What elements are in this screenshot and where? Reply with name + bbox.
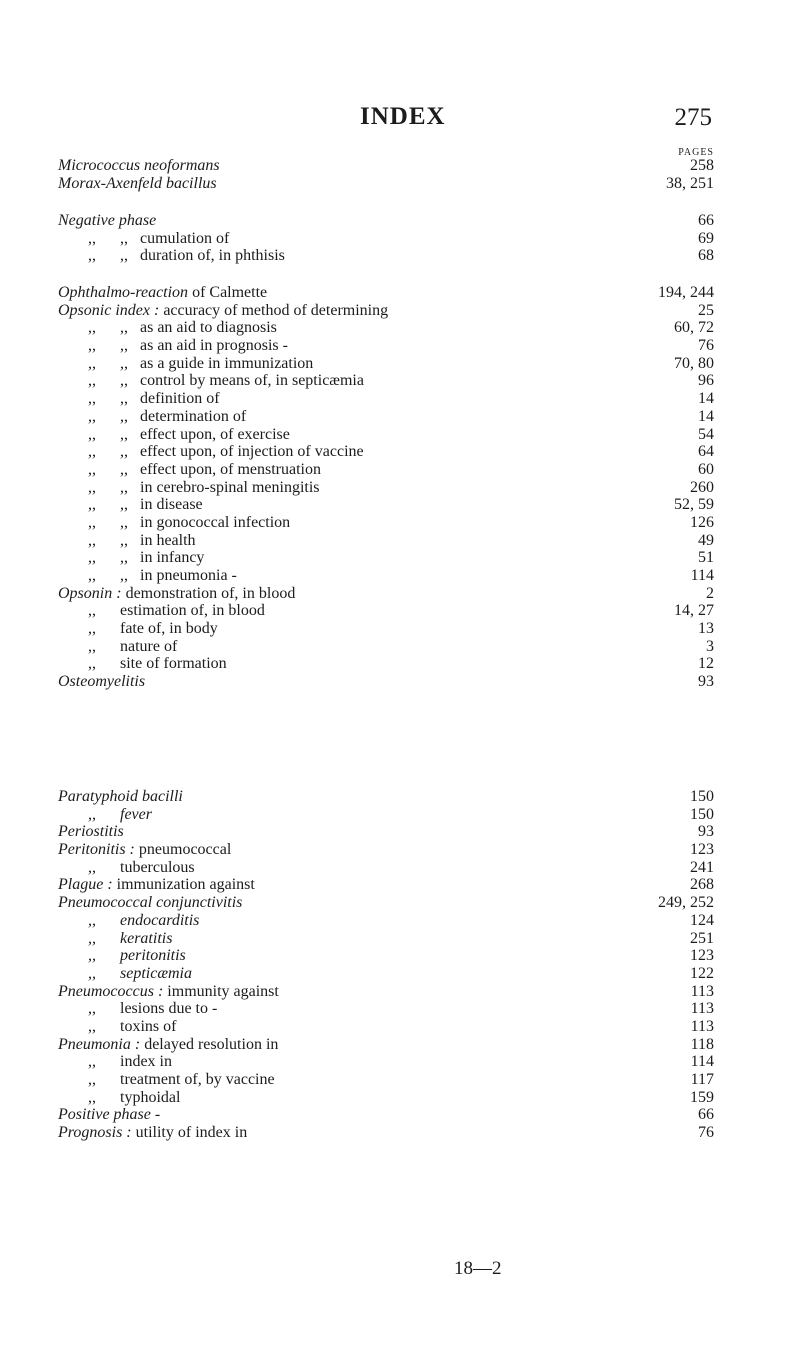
index-term: [88, 496, 203, 514]
index-entry: [58, 337, 714, 355]
index-term: [88, 1089, 180, 1107]
index-term-part: ,, estimation of, in blood: [88, 602, 265, 620]
index-term-part: demonstration of, in blood: [121, 584, 296, 602]
index-entry: [58, 212, 714, 230]
index-term: [88, 567, 237, 585]
index-term: [88, 620, 218, 638]
index-term: [88, 655, 227, 673]
index-entry: [58, 230, 714, 248]
index-term-part: pneumococcal: [134, 841, 232, 859]
index-term: [88, 930, 172, 948]
index-term-part: ,, ,, cumulation of: [88, 229, 230, 247]
index-term-part: Pneumococcus :: [58, 982, 164, 1000]
index-term: [58, 673, 145, 691]
index-term: [88, 319, 277, 337]
index-term-part: ,, ,, in gonococcal infection: [88, 513, 291, 531]
index-page-ref: 52, 59: [674, 496, 714, 514]
signature-mark: 18—2: [454, 1258, 502, 1279]
index-entry: [58, 965, 714, 983]
index-entry: [58, 1106, 714, 1124]
index-section-p: [58, 788, 714, 1142]
index-term: [88, 806, 152, 824]
index-term: [88, 230, 229, 248]
index-term-part: ,, ,, in pneumonia -: [88, 567, 237, 584]
index-page-ref: 60, 72: [674, 319, 714, 337]
index-term: [58, 585, 295, 603]
index-term: [88, 1053, 172, 1071]
index-term-part: ,, fate of, in body: [88, 620, 218, 638]
index-term: [88, 426, 290, 444]
index-term-part: Peritonitis :: [58, 841, 135, 859]
index-term-part: Osteomyelitis: [58, 673, 146, 691]
index-term-part: ,, ,, effect upon, of injection of vaccine: [88, 443, 364, 461]
index-term-part: Periostitis: [58, 823, 124, 841]
index-term: [88, 408, 246, 426]
index-page-ref: 3: [706, 637, 714, 655]
index-page-ref: 76: [698, 337, 714, 355]
index-term: [88, 859, 195, 877]
index-entry: [58, 426, 714, 444]
index-term-part: Plague :: [58, 876, 113, 894]
index-term-part: ,, ,, in infancy: [88, 549, 205, 567]
index-term: [88, 461, 321, 479]
index-term: [88, 479, 320, 497]
index-page-ref: 66: [698, 212, 714, 229]
index-page-ref: 124: [690, 911, 714, 929]
index-term-part: Ophthalmo-reaction: [58, 284, 189, 301]
index-term-part: ,, endocarditis: [88, 911, 200, 929]
index-page-ref: 96: [698, 372, 714, 390]
index-entry: [58, 1036, 714, 1054]
index-term-part: ,, ,, control by means of, in septicæmia: [88, 372, 364, 390]
index-page-ref: 117: [690, 1071, 714, 1088]
index-term: [58, 157, 220, 175]
index-term: [88, 549, 204, 567]
index-entry: [58, 1089, 714, 1107]
index-section-n: [58, 212, 714, 265]
page-header: [0, 103, 800, 143]
index-term-part: Prognosis :: [58, 1124, 132, 1142]
index-term: [88, 514, 290, 532]
page-title: INDEX: [360, 103, 446, 130]
index-entry: [58, 247, 714, 265]
index-term: [58, 841, 231, 859]
index-term-part: ,, ,, definition of: [88, 390, 220, 408]
index-page-ref: 93: [698, 673, 714, 691]
index-section-m: [58, 157, 714, 192]
index-page-ref: 13: [698, 620, 714, 638]
index-entry: [58, 567, 714, 585]
index-term: [58, 1106, 160, 1124]
index-term: [58, 212, 156, 230]
index-entry: [58, 443, 714, 461]
index-page-ref: 14: [698, 407, 714, 425]
index-term: [88, 372, 364, 390]
index-page-ref: 150: [690, 788, 714, 805]
index-term-part: Opsonic index :: [58, 301, 160, 319]
index-term: [88, 247, 285, 265]
index-term-part: immunization against: [112, 876, 255, 894]
index-term: [88, 532, 196, 550]
index-page-ref: 64: [698, 443, 714, 461]
index-term: [58, 1124, 247, 1142]
index-page-ref: 122: [690, 964, 714, 982]
index-entry: [58, 461, 714, 479]
index-entry: [58, 1018, 714, 1036]
index-entry: [58, 585, 714, 603]
index-term-part: ,, fever: [88, 805, 152, 823]
index-section-o: [58, 284, 714, 691]
index-entry: [58, 823, 714, 841]
index-term-part: ,, tuberculous: [88, 858, 195, 876]
index-page-ref: 123: [690, 947, 714, 965]
index-term: [88, 355, 313, 373]
index-page-ref: 38, 251: [666, 174, 714, 192]
index-term-part: Micrococcus neoformans: [58, 157, 220, 174]
index-term: [58, 876, 255, 894]
index-page-ref: 114: [690, 567, 714, 584]
index-term-part: ,, typhoidal: [88, 1088, 181, 1106]
index-term: [88, 1018, 176, 1036]
index-page-ref: 14, 27: [674, 602, 714, 620]
index-term-part: ,, lesions due to -: [88, 1000, 218, 1018]
index-term: [88, 965, 192, 983]
index-term-part: ,, ,, as a guide in immunization: [88, 354, 314, 372]
index-entry: [58, 806, 714, 824]
index-term-part: of Calmette: [188, 284, 268, 301]
index-page-ref: 251: [690, 929, 714, 947]
index-entry: [58, 514, 714, 532]
index-entry: [58, 175, 714, 193]
index-entry: [58, 532, 714, 550]
index-term: [88, 390, 220, 408]
index-term: [58, 175, 217, 193]
index-page-ref: 150: [690, 805, 714, 823]
index-term-part: ,, ,, in disease: [88, 496, 203, 514]
index-page-ref: 12: [698, 655, 714, 673]
index-page-ref: 93: [698, 823, 714, 841]
index-term: [58, 823, 124, 841]
index-entry: [58, 549, 714, 567]
index-entry: [58, 859, 714, 877]
index-entry: [58, 284, 714, 302]
index-page-ref: 68: [698, 247, 714, 265]
index-page-ref: 258: [690, 157, 714, 174]
pages-column-label: PAGES: [678, 147, 714, 158]
index-term-part: ,, index in: [88, 1053, 172, 1071]
index-entry: [58, 496, 714, 514]
index-page-ref: 113: [690, 1017, 714, 1035]
index-term: [88, 443, 364, 461]
index-entry: [58, 638, 714, 656]
index-term-part: ,, keratitis: [88, 929, 173, 947]
index-entry: [58, 876, 714, 894]
index-term-part: ,, ,, as an aid in prognosis -: [88, 337, 288, 355]
index-term-part: ,, ,, effect upon, of menstruation: [88, 460, 321, 478]
index-entry: [58, 673, 714, 691]
index-term-part: Paratyphoid bacilli: [58, 788, 183, 805]
index-entry: [58, 930, 714, 948]
index-term: [88, 947, 186, 965]
index-term-part: Negative phase: [58, 212, 157, 229]
index-term-part: Opsonin :: [58, 584, 122, 602]
index-entry: [58, 390, 714, 408]
index-term: [88, 1071, 275, 1089]
index-entry: [58, 1000, 714, 1018]
index-term: [58, 983, 279, 1001]
index-term-part: ,, ,, duration of, in phthisis: [88, 247, 285, 265]
index-term-part: immunity against: [163, 982, 279, 1000]
index-term: [58, 284, 267, 302]
index-page-ref: 54: [698, 425, 714, 443]
index-term-part: ,, toxins of: [88, 1017, 177, 1035]
index-term-part: ,, ,, determination of: [88, 407, 247, 425]
index-term-part: Morax-Axenfeld bacillus: [58, 174, 217, 192]
index-page-ref: 241: [690, 858, 714, 876]
index-page-ref: 249, 252: [658, 894, 714, 912]
index-term: [58, 1036, 278, 1054]
index-entry: [58, 157, 714, 175]
index-entry: [58, 1053, 714, 1071]
index-term-part: ,, peritonitis: [88, 947, 186, 965]
index-page-ref: 194, 244: [658, 284, 714, 301]
index-entry: [58, 655, 714, 673]
index-entry: [58, 894, 714, 912]
index-page-ref: 69: [698, 229, 714, 247]
index-entry: [58, 355, 714, 373]
index-term-part: utility of index in: [131, 1124, 248, 1142]
index-page-ref: 268: [690, 876, 714, 894]
index-page-ref: 70, 80: [674, 354, 714, 372]
index-page-ref: 159: [690, 1088, 714, 1106]
index-term: [88, 337, 288, 355]
index-term: [58, 788, 183, 806]
index-term-part: ,, ,, in health: [88, 531, 196, 549]
index-term-part: ,, ,, in cerebro-spinal meningitis: [88, 478, 320, 496]
index-entry: [58, 372, 714, 390]
page-number: 275: [674, 104, 712, 131]
index-term: [88, 638, 177, 656]
index-page-ref: 25: [698, 301, 714, 319]
index-term: [88, 602, 265, 620]
index-entry: [58, 479, 714, 497]
index-page-ref: 114: [690, 1053, 714, 1071]
index-page-ref: 60: [698, 460, 714, 478]
index-term-part: ,, treatment of, by vaccine: [88, 1071, 275, 1088]
index-entry: [58, 983, 714, 1001]
index-term-part: Pneumonia :: [58, 1035, 141, 1053]
index-entry: [58, 1071, 714, 1089]
index-page-ref: 49: [698, 531, 714, 549]
index-page-ref: 2: [706, 584, 714, 602]
index-page-ref: 76: [698, 1124, 714, 1142]
index-term-part: ,, site of formation: [88, 655, 227, 673]
index-entry: [58, 947, 714, 965]
index-page-ref: 14: [698, 390, 714, 408]
index-term-part: Pneumococcal conjunctivitis: [58, 894, 243, 912]
index-term-part: accuracy of method of determining: [159, 301, 389, 319]
index-page-ref: 123: [690, 841, 714, 859]
index-term-part: ,, ,, effect upon, of exercise: [88, 425, 290, 443]
index-term-part: delayed resolution in: [140, 1035, 279, 1053]
index-term-part: ,, nature of: [88, 637, 178, 655]
index-entry: [58, 620, 714, 638]
index-term: [58, 302, 388, 320]
index-term-part: ,, ,, as an aid to diagnosis: [88, 319, 277, 337]
index-entry: [58, 602, 714, 620]
index-entry: [58, 912, 714, 930]
index-page-ref: 113: [690, 982, 714, 1000]
index-page-ref: 51: [698, 549, 714, 567]
index-entry: [58, 319, 714, 337]
index-entry: [58, 408, 714, 426]
index-entry: [58, 788, 714, 806]
index-entry: [58, 302, 714, 320]
index-entry: [58, 841, 714, 859]
index-page-ref: 118: [690, 1035, 714, 1053]
index-term: [58, 894, 242, 912]
index-term: [88, 1000, 217, 1018]
index-page-ref: 126: [690, 513, 714, 531]
index-term-part: ,, septicæmia: [88, 964, 192, 982]
index-term-part: Positive phase -: [58, 1106, 161, 1124]
index-page-ref: 113: [690, 1000, 714, 1018]
index-entry: [58, 1124, 714, 1142]
index-term: [88, 912, 199, 930]
index-page-ref: 260: [690, 478, 714, 496]
index-page-ref: 66: [698, 1106, 714, 1124]
